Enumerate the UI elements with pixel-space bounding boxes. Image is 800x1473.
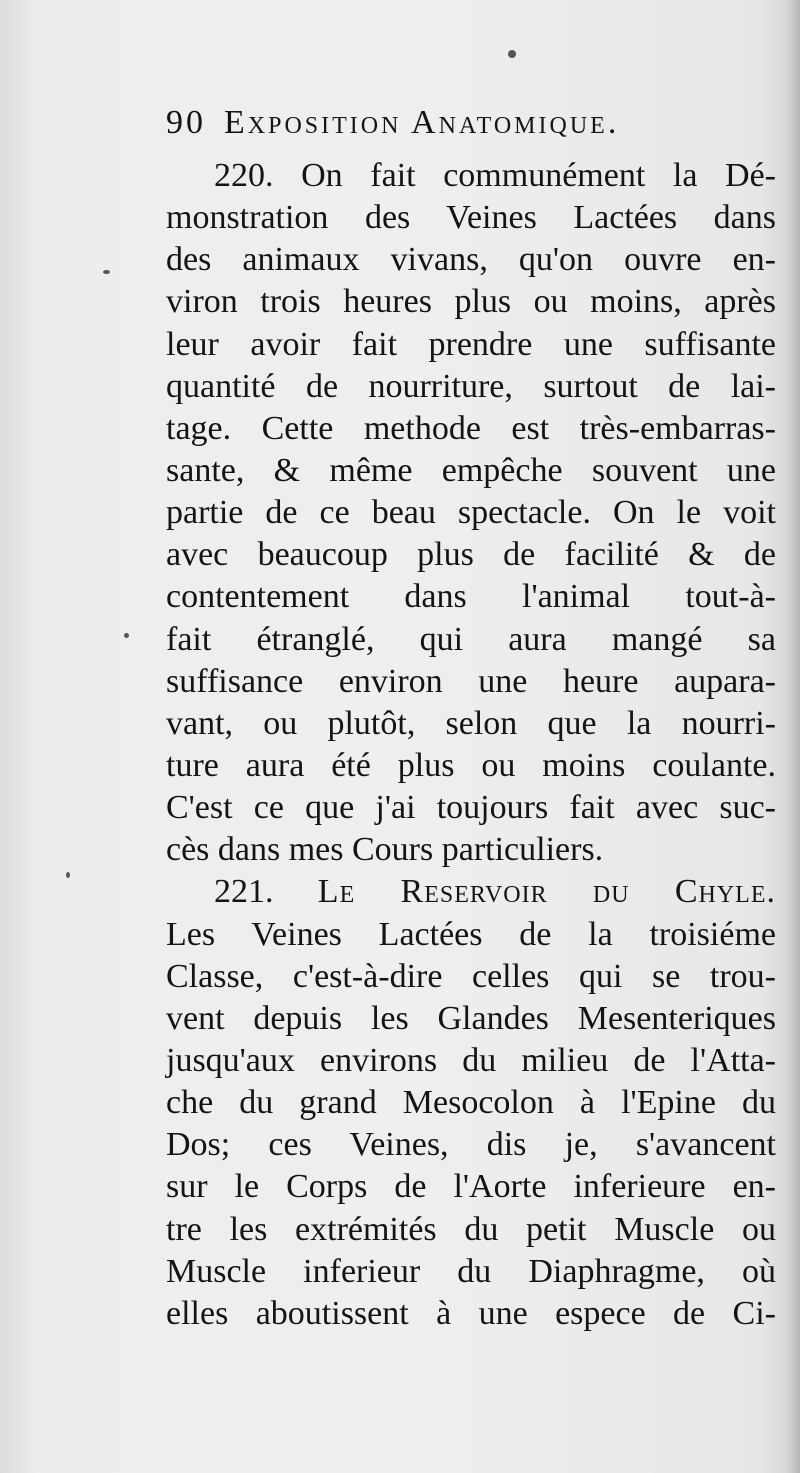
running-header	[166, 104, 766, 152]
text-line: leur avoir fait prendre une suffisante	[166, 325, 776, 363]
text-line: fait étranglé, qui aura mangé sa	[166, 620, 776, 658]
gutter-shadow	[786, 0, 800, 1473]
text-line: tre les extrémités du petit Muscle ou	[166, 1210, 776, 1248]
paragraph-number: 221.	[214, 873, 274, 911]
section-heading: Le Reservoir du Chyle.	[317, 873, 777, 911]
paragraph-number: 220.	[214, 157, 274, 194]
section-heading-line	[166, 871, 776, 913]
text-line: contentement dans l'animal tout-à-	[166, 578, 776, 616]
body-text	[166, 155, 776, 1335]
text-line: ture aura été plus ou moins coulante.	[166, 746, 776, 784]
text-line: tage. Cette methode est très-embarras-	[166, 409, 776, 447]
text-line: jusqu'aux environs du milieu de l'Atta-	[166, 1041, 776, 1079]
text-line: vent depuis les Glandes Mesenteriques	[166, 999, 776, 1037]
text-line: partie de ce beau spectacle. On le voit	[166, 494, 776, 532]
ink-speck	[124, 633, 129, 638]
text-line: Muscle inferieur du Diaphragme, où	[166, 1252, 776, 1290]
text-line: avec beaucoup plus de facilité & de	[166, 536, 776, 574]
text-line: quantité de nourriture, surtout de lai-	[166, 367, 776, 405]
text-line: cès dans mes Cours particuliers.	[166, 831, 604, 869]
text-line: Dos; ces Veines, dis je, s'avancent	[166, 1126, 776, 1164]
text-line: sante, & même empêche souvent une	[166, 451, 776, 489]
text-line: monstration des Veines Lactées dans	[166, 199, 776, 237]
running-title: Exposition Anatomique.	[224, 104, 620, 141]
text-line: suffisance environ une heure aupara-	[166, 662, 776, 700]
ink-speck	[66, 872, 70, 878]
text-line: 220. On fait communément la Dé-	[214, 157, 777, 194]
text-line: elles aboutissent à une espece de Ci-	[166, 1294, 776, 1332]
text-line: C'est ce que j'ai toujours fait avec suc-	[166, 789, 776, 827]
ink-speck	[103, 270, 110, 274]
text-line: vant, ou plutôt, selon que la nourri-	[166, 704, 776, 742]
text-line: Les Veines Lactées de la troisiéme	[166, 915, 776, 953]
text-line: Classe, c'est-à-dire celles qui se trou-	[166, 957, 776, 995]
text-line: des animaux vivans, qu'on ouvre en-	[166, 241, 776, 279]
text-line: viron trois heures plus ou moins, après	[166, 283, 776, 321]
ink-speck	[508, 50, 516, 58]
page-number: 90	[166, 104, 206, 141]
text-line: che du grand Mesocolon à l'Epine du	[166, 1084, 776, 1122]
text-line: sur le Corps de l'Aorte inferieure en-	[166, 1168, 776, 1206]
